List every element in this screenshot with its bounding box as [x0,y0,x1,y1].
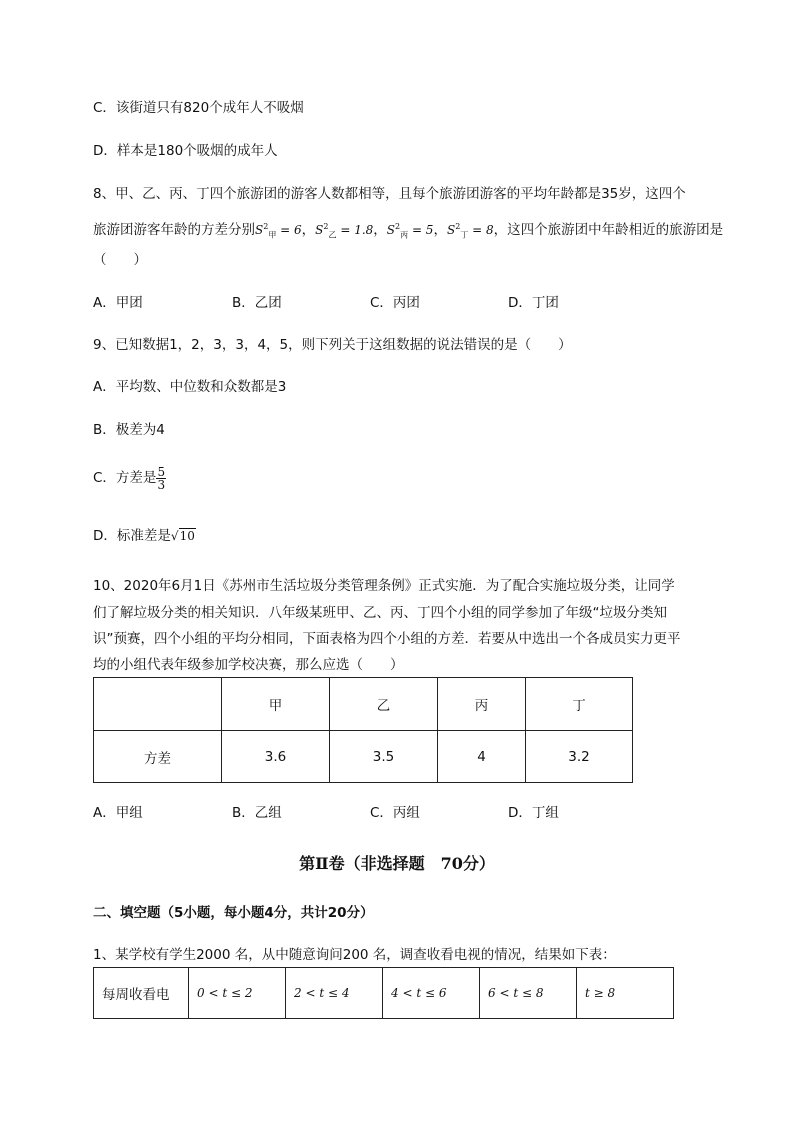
q10-option-d: D．丁组 [508,805,559,821]
q10-stem-line2: 们了解垃圾分类的相关知识．八年级某班甲、乙、丙、丁四个小组的同学参加了年级“垃圾分类知 [93,605,667,621]
q9-option-d: D．标准差是√10 [93,528,195,544]
table-cell: 0 < t ≤ 2 [189,968,286,1019]
section-heading: 二、填空题（5小题，每小题4分，共计20分） [93,905,374,921]
q10-stem-line1: 10、2020年6月1日《苏州市生活垃圾分类管理条例》正式实施．为了配合实施垃圾分类，让同学 [93,578,675,594]
q9-option-a: A．平均数、中位数和众数都是3 [93,379,287,395]
q8-stem-line2: 旅游团游客年龄的方差分别$S^2_甲 = 6$，$S^2_乙 = 1.8$，$S^2_丙 = 5$，$S^2_丁 = 8$，这四个旅游团中年龄相近的旅游团是 [93,222,724,240]
q10-stem-line3: 识”预赛，四个小组的平均分相同，下面表格为四个小组的方差．若要从中选出一个各成员实力更平 [93,631,681,647]
q9-option-b: B．极差为4 [93,422,165,438]
variance-yi: $S^2_乙 = 1.8$ [315,222,374,240]
q10-option-c: C．丙组 [370,805,420,821]
q7-option-d: D．样本是180个吸烟的成年人 [93,143,278,159]
q8-option-c: C．丙团 [370,295,420,311]
fraction: $\frac{5}{3}$ [157,464,166,492]
fill1-stem: 1、某学校有学生2000 名，从中随意询问200 名，调查收看电视的情况，结果如下表： [93,947,616,963]
table-cell: 丁 [526,678,633,731]
q7-option-c: C．该街道只有820个成年人不吸烟 [93,100,304,116]
table-cell: t ≥ 8 [577,968,674,1019]
square-root: √10 [170,529,195,543]
q9-stem: 9、已知数据1，2，3，3，4，5，则下列关于这组数据的说法错误的是（ ） [93,337,572,353]
q8-stem-tail: ，这四个旅游团中年龄相近的旅游团是 [493,222,724,238]
variance-ding: $S^2_丁 = 8$ [446,222,494,240]
q10-option-a: A．甲组 [93,805,143,821]
table-cell: 4 < t ≤ 6 [383,968,480,1019]
variance-table [93,677,633,783]
tv-time-table [93,967,674,1019]
table-cell [94,678,222,731]
table-cell: 乙 [330,678,438,731]
table-header-row [94,678,633,731]
table-cell: 3.5 [330,731,438,783]
table-cell: 丙 [438,678,526,731]
q9-option-c: C．方差是 $\frac{5}{3}$ [93,464,166,492]
table-cell: 2 < t ≤ 4 [286,968,383,1019]
table-row [94,968,674,1019]
q8-option-a: A．甲团 [93,295,143,311]
q8-answer-paren: （ ） [93,252,147,268]
table-cell: 每周收看电 [94,968,189,1019]
q8-stem-text: 旅游团游客年龄的方差分别 [93,222,255,238]
table-row [94,731,633,783]
table-cell: 3.2 [526,731,633,783]
table-cell: 方差 [94,731,222,783]
q8-option-b: B．乙团 [232,295,282,311]
variance-jia: $S^2_甲 = 6$ [255,222,302,240]
q8-stem-line1: 8、甲、乙、丙、丁四个旅游团的游客人数都相等，且每个旅游团游客的平均年龄都是35岁，这四个 [93,186,686,202]
variance-bing: $S^2_丙 = 5$ [386,222,434,240]
table-cell: 甲 [222,678,330,731]
section-title: 第Ⅱ卷（非选择题 70分） [299,854,495,873]
q10-option-b: B．乙组 [232,805,282,821]
q10-stem-line4: 均的小组代表年级参加学校决赛，那么应选（ ） [93,657,404,673]
table-cell: 3.6 [222,731,330,783]
q8-option-d: D．丁团 [508,295,559,311]
table-cell: 4 [438,731,526,783]
table-cell: 6 < t ≤ 8 [480,968,577,1019]
